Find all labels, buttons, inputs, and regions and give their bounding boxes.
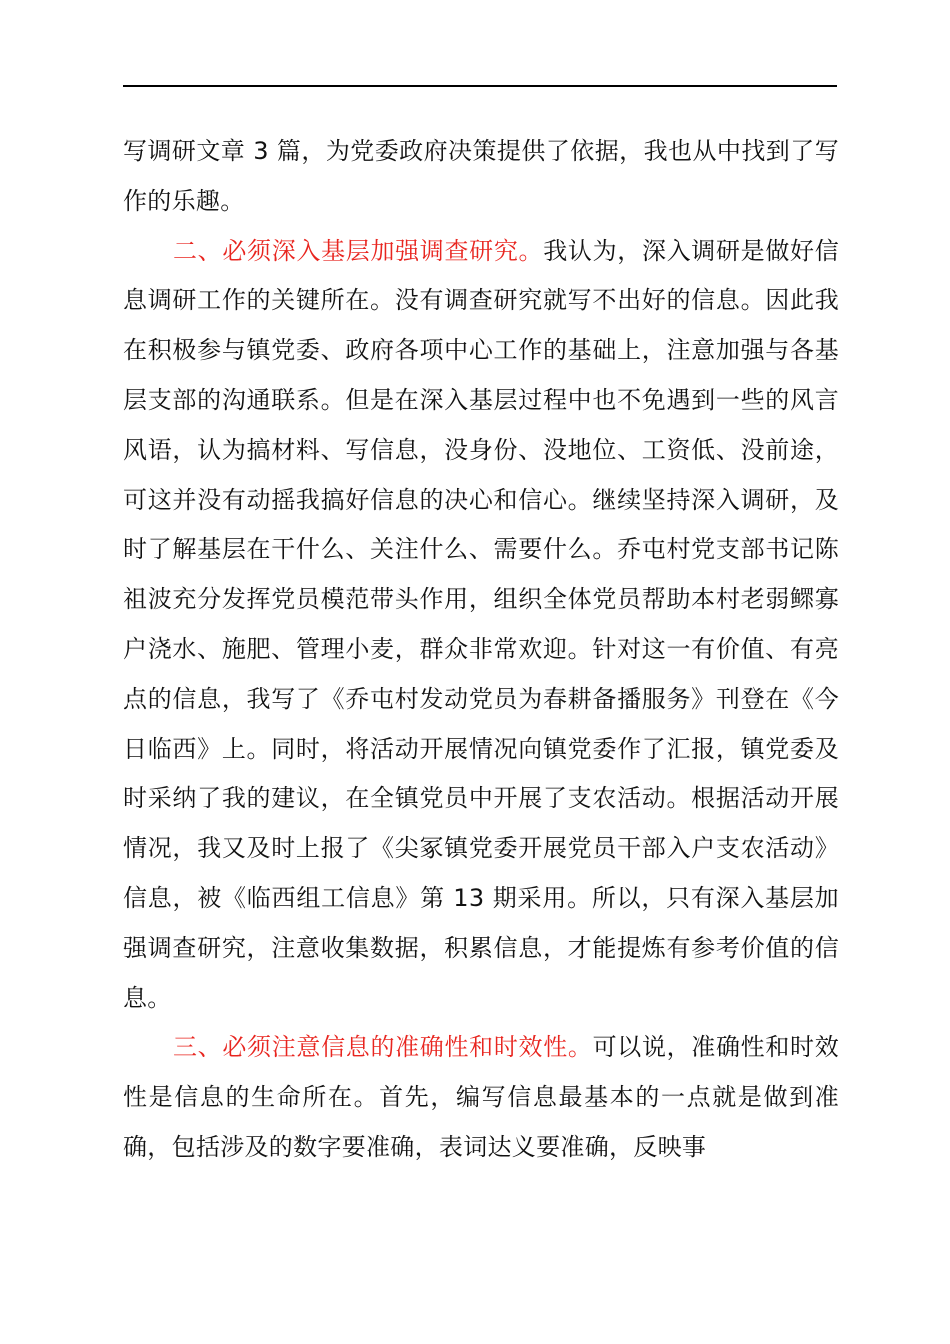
paragraph-section-two: [123, 227, 839, 1024]
paragraph-continuation: [123, 127, 839, 227]
document-body: [123, 127, 839, 1173]
section-two-body: 我认为，深入调研是做好信息调研工作的关键所在。没有调查研究就写不出好的信息。因此我在积极参与镇党委、政府各项中心工作的基础上，注意加强与各基层支部的沟通联系。但是在深入基层过程中也不免遇到一些的风言风语，认为搞材料、写信息，没身份、没地位、工资低、没前途，可这并没有动摇我搞好信息的决心和信心。继续坚持深入调研，及时了解基层在干什么、关注什么、需要什么。乔屯村党支部书记陈祖波充分发挥党员模范带头作用，组织全体党员帮助本村老弱鳏寡户浇水、施肥、管理小麦，群众非常欢迎。针对这一有价值、有亮点的信息，我写了《乔屯村发动党员为春耕备播服务》刊登在《今日临西》上。同时，将活动开展情况向镇党委作了汇报，镇党委及时采纳了我的建议，在全镇党员中开展了支农活动。根据活动开展情况，我又及时上报了《尖冢镇党委开展党员干部入户支农活动》信息，被《临西组工信息》第 13 期采用。所以，只有深入基层加强调查研究，注意收集数据，积累信息，才能提炼有参考价值的信息。: [123, 236, 840, 1012]
paragraph-1-body: 写调研文章 3 篇，为党委政府决策提供了依据，我也从中找到了写作的乐趣。: [123, 137, 839, 215]
paragraph-section-three: [123, 1023, 839, 1172]
section-three-body: 可以说，准确性和时效性是信息的生命所在。首先，编写信息最基本的一点就是做到准确，包括涉及的数字要准确，表词达义要准确，反映事: [123, 1033, 840, 1161]
section-two-heading: 二、必须深入基层加强调查研究。: [173, 236, 544, 265]
header-rule: [123, 85, 837, 87]
section-three-heading: 三、必须注意信息的准确性和时效性。: [173, 1033, 593, 1062]
